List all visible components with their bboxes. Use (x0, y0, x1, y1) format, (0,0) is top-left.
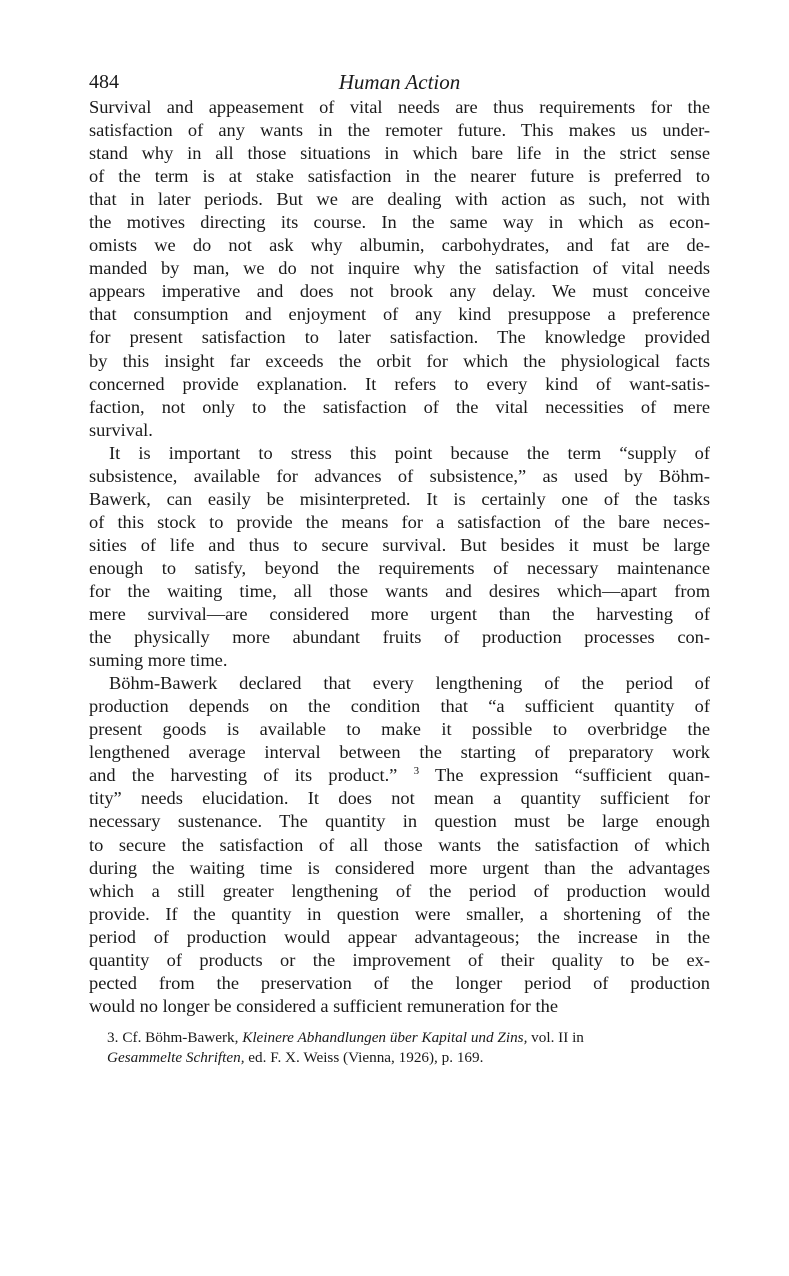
text-line: present goods is available to make it possible to overbridge the (89, 719, 710, 740)
text-line: quantity of products or the improvement of their quality to be ex- (89, 949, 710, 970)
text-line: that in later periods. But we are dealing with action as such, not with (89, 189, 710, 210)
text-line: Survival and appeasement of vital needs are thus requirements for the (89, 97, 710, 117)
text-line: appears imperative and does not brook any delay. We must conceive (89, 281, 710, 302)
text-line: by this insight far exceeds the orbit for which the physiological facts (89, 350, 710, 371)
text-line: omists we do not ask why albumin, carbohydrates, and fat are de- (89, 235, 710, 256)
text-line: mere survival—are considered more urgent than the harvesting of (89, 604, 710, 625)
text-line: would no longer be considered a sufficient remuneration for the (89, 995, 558, 1016)
text-line: necessary sustenance. The quantity in question must be large enough (89, 811, 710, 832)
footnote-middle: vol. II in (527, 1028, 584, 1046)
footnote-title: Kleinere Abhandlungen über Kapital und Zins, (242, 1028, 528, 1046)
text-line: and the harvesting of its product.” $^3$ The expression “sufficient quan- (89, 765, 710, 786)
running-head: Human Action (338, 70, 461, 94)
text-line: during the waiting time is considered more urgent than the advantages (89, 857, 710, 878)
text-line: period of production would appear advantageous; the increase in the (89, 926, 710, 947)
paragraph-1 (89, 96, 710, 442)
text-line: the physically more abundant fruits of production processes con- (89, 627, 710, 648)
text-line: that consumption and enjoyment of any kind presuppose a preference (89, 304, 710, 325)
text-line: suming more time. (89, 650, 228, 671)
text-line: stand why in all those situations in which bare life in the strict sense (89, 143, 710, 164)
text-line: concerned provide explanation. It refers to every kind of want-satis- (89, 373, 710, 394)
text-line: subsistence, available for advances of subsistence,” as used by Böhm- (89, 465, 710, 486)
body-text (89, 96, 710, 1018)
text-line: enough to satisfy, beyond the requirements of necessary maintenance (89, 557, 710, 578)
book-page (89, 68, 710, 1068)
text-line: Bawerk, can easily be misinterpreted. It is certainly one of the tasks (89, 488, 710, 509)
text-line: for the waiting time, all those wants and desires which—apart from (89, 580, 710, 601)
text-line: faction, not only to the satisfaction of the vital necessities of mere (89, 396, 710, 417)
text-line: satisfaction of any wants in the remoter future. This makes us under- (89, 120, 710, 141)
text-line: sities of life and thus to secure survival. But besides it must be large (89, 534, 710, 555)
text-line: which a still greater lengthening of the period of production would (89, 880, 710, 901)
footnote-prefix: Cf. Böhm-Bawerk, (122, 1028, 243, 1046)
text-line: to secure the satisfaction of all those wants the satisfaction of which (89, 834, 710, 855)
text-line: It is important to stress this point because the term “supply of (109, 442, 710, 463)
footnote (89, 1028, 710, 1068)
text-line: survival. (89, 419, 153, 440)
text-line: production depends on the condition that “a sufficient quantity of (89, 696, 710, 717)
paragraph-2 (89, 442, 710, 672)
text-line: pected from the preservation of the longer period of production (89, 972, 710, 993)
footnote-collection: Gesammelte Schriften, (107, 1048, 245, 1066)
text-line: for present satisfaction to later satisfaction. The knowledge provided (89, 327, 710, 348)
page-number: 484 (89, 71, 119, 93)
text-line: Böhm-Bawerk declared that every lengthening of the period of (109, 673, 710, 694)
paragraph-3 (89, 672, 710, 1018)
text-line: of the term is at stake satisfaction in the nearer future is preferred to (89, 166, 710, 187)
text-line: manded by man, we do not inquire why the satisfaction of vital needs (89, 258, 710, 279)
text-line: of this stock to provide the means for a satisfaction of the bare neces- (89, 511, 710, 532)
text-line: lengthened average interval between the starting of preparatory work (89, 742, 710, 763)
footnote-suffix: ed. F. X. Weiss (Vienna, 1926), p. 169. (244, 1048, 484, 1066)
footnote-reference: 3 (413, 765, 420, 778)
text-line: tity” needs elucidation. It does not mean a quantity sufficient for (89, 788, 710, 809)
text-line: provide. If the quantity in question were smaller, a shortening of the (89, 903, 710, 924)
footnote-number: 3. (107, 1028, 119, 1046)
text-line-tail: The expression “sufficient quan- (419, 765, 710, 786)
text-line: the motives directing its course. In the same way in which as econ- (89, 212, 710, 233)
page-header (89, 68, 710, 96)
